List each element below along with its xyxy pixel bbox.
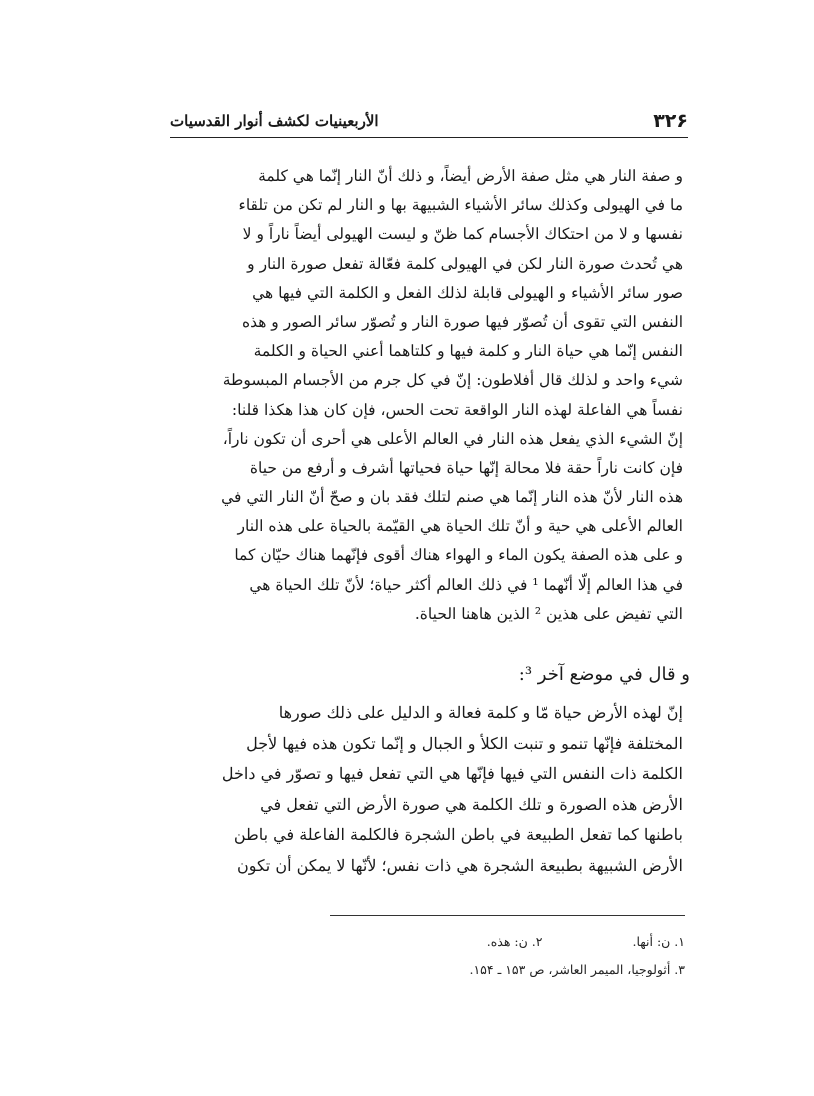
text-line: فإن كانت ناراً حقة فلا محالة إنّها حياة فحياتها أشرف و أرفع من حياة <box>249 458 683 477</box>
text-line: شيء واحد و لذلك قال أفلاطون: إنّ في كل جرم من الأجسام المبسوطة <box>222 371 683 390</box>
text-line: المختلفة فإنّها تنمو و تنبت الكلأ و الجبال و إنّما تكون هذه فيها لأجل <box>246 733 683 753</box>
running-title: الأربعينيات لكشف أنوار القدسيات <box>170 112 379 130</box>
text-line: إنّ الشيء الذي يفعل هذه النار في العالم الأعلى هي أحرى أن تكون ناراً، <box>222 429 683 448</box>
text-line: العالم الأعلى هي حية و أنّ تلك الحياة هي القيّمة بالحياة على هذه النار <box>237 517 683 536</box>
text-line: و على هذه الصفة يكون الماء و الهواء هناك أقوى فإنّهما هناك حيّان كما <box>234 546 683 565</box>
text-line: ما في الهيولى وكذلك سائر الأشياء الشبيهة بها و النار لم تكن من تلقاء <box>238 196 683 215</box>
text-line: الأرض هذه الصورة و تلك الكلمة هي صورة الأرض التي تفعل في <box>260 794 683 814</box>
section-heading: و قال في موضع آخر ³: <box>518 664 690 685</box>
text-line: الكلمة ذات النفس التي فيها فإنّها هي التي تفعل فيها و تصوّر في داخل <box>221 764 683 783</box>
paragraph-1 <box>175 162 683 629</box>
footnote-rule <box>330 915 685 916</box>
footnote-3: ۳. أثولوجيا، الميمر العاشر، ص ۱۵۳ ـ ۱۵۴. <box>469 962 685 977</box>
text-line: النفس التي تقوى أن تُصوّر فيها صورة النار و تُصوّر سائر الصور و هذه <box>241 312 683 331</box>
page-number: ۳۲۶ <box>653 110 688 132</box>
text-line: و صفة النار هي مثل صفة الأرض أيضاً، و ذلك أنّ النار إنّما هي كلمة <box>258 167 683 185</box>
header-rule <box>170 137 688 138</box>
text-line: إنّ لهذه الأرض حياة مّا و كلمة فعالة و الدليل على ذلك صورها <box>278 703 683 722</box>
text-line: صور سائر الأشياء و الهيولى قابلة لذلك الفعل و الكلمة التي فيها هي <box>252 283 683 302</box>
text-line: باطنها كما تفعل الطبيعة في باطن الشجرة فالكلمة الفاعلة في باطن <box>233 825 683 844</box>
text-line: نفساً هي الفاعلة لهذه النار الواقعة تحت الحس، فإن كان هذا هكذا قلنا: <box>231 400 683 419</box>
page-header <box>170 106 688 136</box>
text-line: في هذا العالم إلّا أنّهما ¹ في ذلك العالم أكثر حياة؛ لأنّ تلك الحياة هي <box>249 575 683 594</box>
text-line: هذه النار لأنّ هذه النار إنّما هي صنم لتلك فقد بان و صحّ أنّ النار التي في <box>221 488 683 507</box>
paragraph-2 <box>175 698 683 881</box>
text-line: الأرض الشبيهة بطبيعة الشجرة هي ذات نفس؛ لأنّها لا يمكن أن تكون <box>236 855 683 875</box>
text-line: التي تفيض على هذين ² الذين هاهنا الحياة. <box>414 604 683 623</box>
text-line: نفسها و لا من احتكاك الأجسام كما ظنّ و ليست الهيولى أيضاً ناراً و لا <box>242 225 683 244</box>
footnote-1: ۱. ن: أنها. <box>632 934 685 949</box>
footnote-2: ۲. ن: هذه. <box>486 934 543 949</box>
text-line: هي تُحدث صورة النار لكن في الهيولى كلمة فعّالة تفعل صورة النار و <box>247 254 683 273</box>
text-line: النفس إنّما هي حياة النار و كلمة فيها و كلتاهما أعني الحياة و الكلمة <box>253 342 683 361</box>
footnotes <box>330 930 685 982</box>
